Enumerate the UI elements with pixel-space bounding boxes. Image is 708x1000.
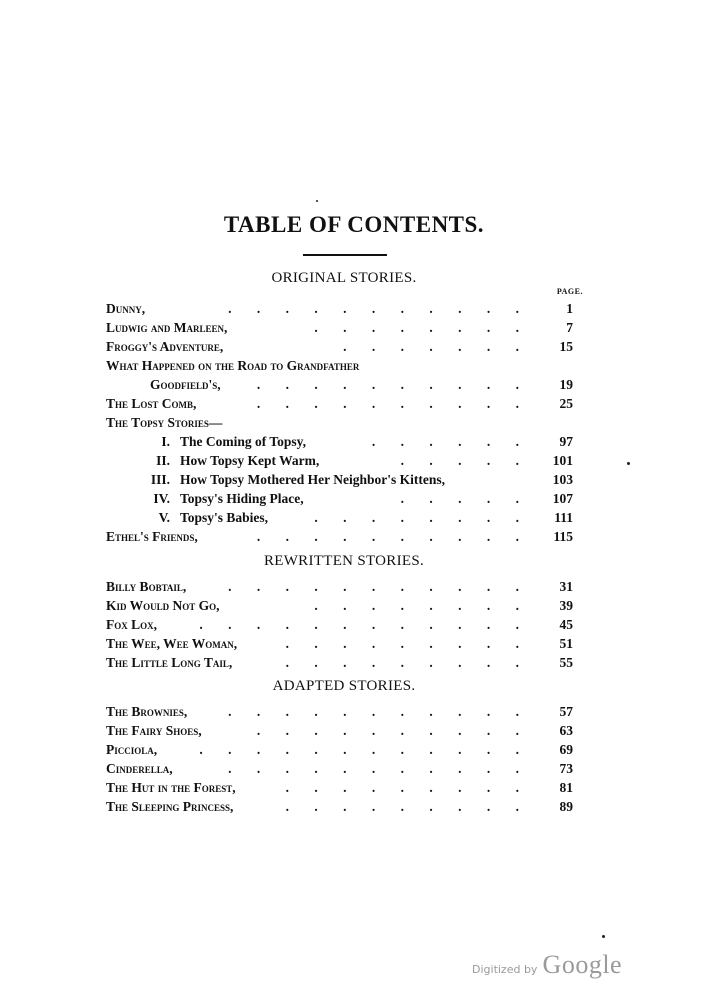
toc-entry[interactable] [106, 742, 572, 762]
entry-page: 57 [559, 704, 573, 719]
entry-page: 103 [552, 472, 573, 487]
leader-dots: . . . . . . . . . . [256, 723, 530, 738]
toc-entry[interactable] [106, 301, 572, 321]
leader-dots: . . . . . . . [343, 339, 530, 354]
entry-title [106, 434, 306, 450]
entry-title: The Fairy Shoes, [106, 723, 202, 738]
leader-dots: . . . . . . . . . [285, 799, 530, 814]
entry-page: 19 [559, 377, 573, 392]
scan-speck [316, 200, 318, 202]
entry-page: 89 [559, 799, 573, 814]
leader-dots: . . . . . [400, 491, 530, 506]
leader-dots: . . . . . . . . . [285, 780, 530, 795]
entry-page: 111 [554, 510, 573, 525]
leader-dots: . . . . . . . . . . . . [199, 742, 530, 757]
entry-title [106, 472, 445, 488]
toc-subentry[interactable] [106, 491, 572, 511]
toc-subentry[interactable] [106, 453, 572, 473]
toc-entry[interactable] [106, 396, 572, 416]
leader-dots: . . . . . . . . . [285, 655, 530, 670]
toc-entry[interactable] [106, 636, 572, 656]
entry-page: 63 [559, 723, 573, 738]
section-heading-adapted: ADAPTED STORIES. [272, 678, 416, 694]
leader-dots: . . . . . . . . . [285, 636, 530, 651]
toc-entry[interactable] [106, 377, 572, 397]
entry-title: The Sleeping Princess, [106, 799, 234, 814]
entry-page: 101 [552, 453, 573, 468]
entry-title [106, 510, 268, 526]
roman-numeral: V. [158, 510, 170, 525]
entry-page: 15 [559, 339, 573, 354]
toc-entry[interactable] [106, 529, 572, 549]
toc-entry[interactable] [106, 415, 572, 435]
entry-page: 107 [552, 491, 573, 506]
scan-speck [627, 462, 630, 465]
leader-dots: . . . . . . . . [314, 598, 530, 613]
toc-entry[interactable] [106, 617, 572, 637]
entry-title: The Hut in the Forest, [106, 780, 236, 795]
entry-title: Dunny, [106, 301, 146, 316]
toc-entry[interactable] [106, 799, 572, 819]
entry-title: Ludwig and Marleen, [106, 320, 228, 335]
entry-page: 97 [559, 434, 573, 449]
entry-label: Topsy's Hiding Place, [180, 491, 304, 506]
entry-page: 39 [559, 598, 573, 613]
leader-dots: . . . . . . . . . . [256, 377, 530, 392]
toc-entry[interactable] [106, 780, 572, 800]
toc-subentry[interactable] [106, 434, 572, 454]
entry-title: Fox Lox, [106, 617, 158, 632]
entry-title: Billy Bobtail, [106, 579, 187, 594]
toc-entry[interactable] [106, 761, 572, 781]
entry-title [106, 491, 304, 507]
entry-page: 1 [566, 301, 573, 316]
leader-dots: . . . . . . . . [314, 510, 530, 525]
entry-page: 73 [559, 761, 573, 776]
entry-title: Goodfield's, [150, 377, 221, 392]
roman-numeral: I. [161, 434, 170, 449]
toc-subentry[interactable] [106, 510, 572, 530]
toc-entry[interactable] [106, 358, 572, 378]
toc-entry[interactable] [106, 704, 572, 724]
leader-dots: . . . . . . [371, 434, 530, 449]
entry-label: The Coming of Topsy, [180, 434, 307, 449]
leader-dots: . . . . . . . . [314, 320, 530, 335]
leader-dots: . . . . . . . . . . . [228, 579, 530, 594]
entry-title: The Topsy Stories— [106, 415, 223, 430]
entry-title: What Happened on the Road to Grandfather [106, 358, 360, 373]
entry-label: How Topsy Mothered Her Neighbor's Kittens, [180, 472, 446, 487]
entry-title: The Little Long Tail, [106, 655, 233, 670]
entry-page: 31 [559, 579, 573, 594]
watermark-prefix: Digitized by [472, 963, 538, 976]
toc-entry[interactable] [106, 320, 572, 340]
toc-subentry[interactable] [106, 472, 572, 492]
leader-dots: . . . . . . . . . . [256, 529, 530, 544]
entry-title: Cinderella, [106, 761, 173, 776]
scan-speck [602, 935, 605, 938]
entry-title: The Brownies, [106, 704, 188, 719]
entry-title: Kid Would Not Go, [106, 598, 220, 613]
entry-page: 25 [559, 396, 573, 411]
entry-label: How Topsy Kept Warm, [180, 453, 320, 468]
entry-title [106, 453, 319, 469]
entry-title: The Lost Comb, [106, 396, 197, 411]
entry-page: 45 [559, 617, 573, 632]
roman-numeral: II. [156, 453, 170, 468]
entry-page: 115 [553, 529, 573, 544]
section-heading-rewritten: REWRITTEN STORIES. [263, 553, 425, 569]
digitized-by-google-watermark [472, 950, 622, 980]
google-logo: Google [542, 950, 623, 979]
toc-entry[interactable] [106, 339, 572, 359]
title-rule [303, 254, 387, 256]
leader-dots: . . . . . . . . . . . [228, 301, 530, 316]
leader-dots: . . . . . . . . . . [256, 396, 530, 411]
leader-dots: . . . . . [400, 453, 530, 468]
toc-entry[interactable] [106, 579, 572, 599]
toc-entry[interactable] [106, 598, 572, 618]
leader-dots: . . . . . . . . . . . [228, 704, 530, 719]
entry-title: Ethel's Friends, [106, 529, 198, 544]
roman-numeral: IV. [153, 491, 170, 506]
toc-entry[interactable] [106, 723, 572, 743]
entry-title: Picciola, [106, 742, 158, 757]
page-column-header: PAGE. [556, 287, 583, 296]
section-heading-original: ORIGINAL STORIES. [271, 270, 417, 286]
entry-page: 81 [559, 780, 573, 795]
entry-title: The Wee, Wee Woman, [106, 636, 238, 651]
page-title: TABLE OF CONTENTS. [223, 212, 485, 237]
entry-page: 51 [559, 636, 573, 651]
toc-entry[interactable] [106, 655, 572, 675]
entry-page: 55 [559, 655, 573, 670]
entry-page: 69 [559, 742, 573, 757]
roman-numeral: III. [150, 472, 170, 487]
entry-label: Topsy's Babies, [180, 510, 269, 525]
entry-page: 7 [566, 320, 573, 335]
leader-dots: . . . . . . . . . . . [228, 761, 530, 776]
leader-dots: . . . . . . . . . . . . [199, 617, 530, 632]
entry-title: Froggy's Adventure, [106, 339, 224, 354]
